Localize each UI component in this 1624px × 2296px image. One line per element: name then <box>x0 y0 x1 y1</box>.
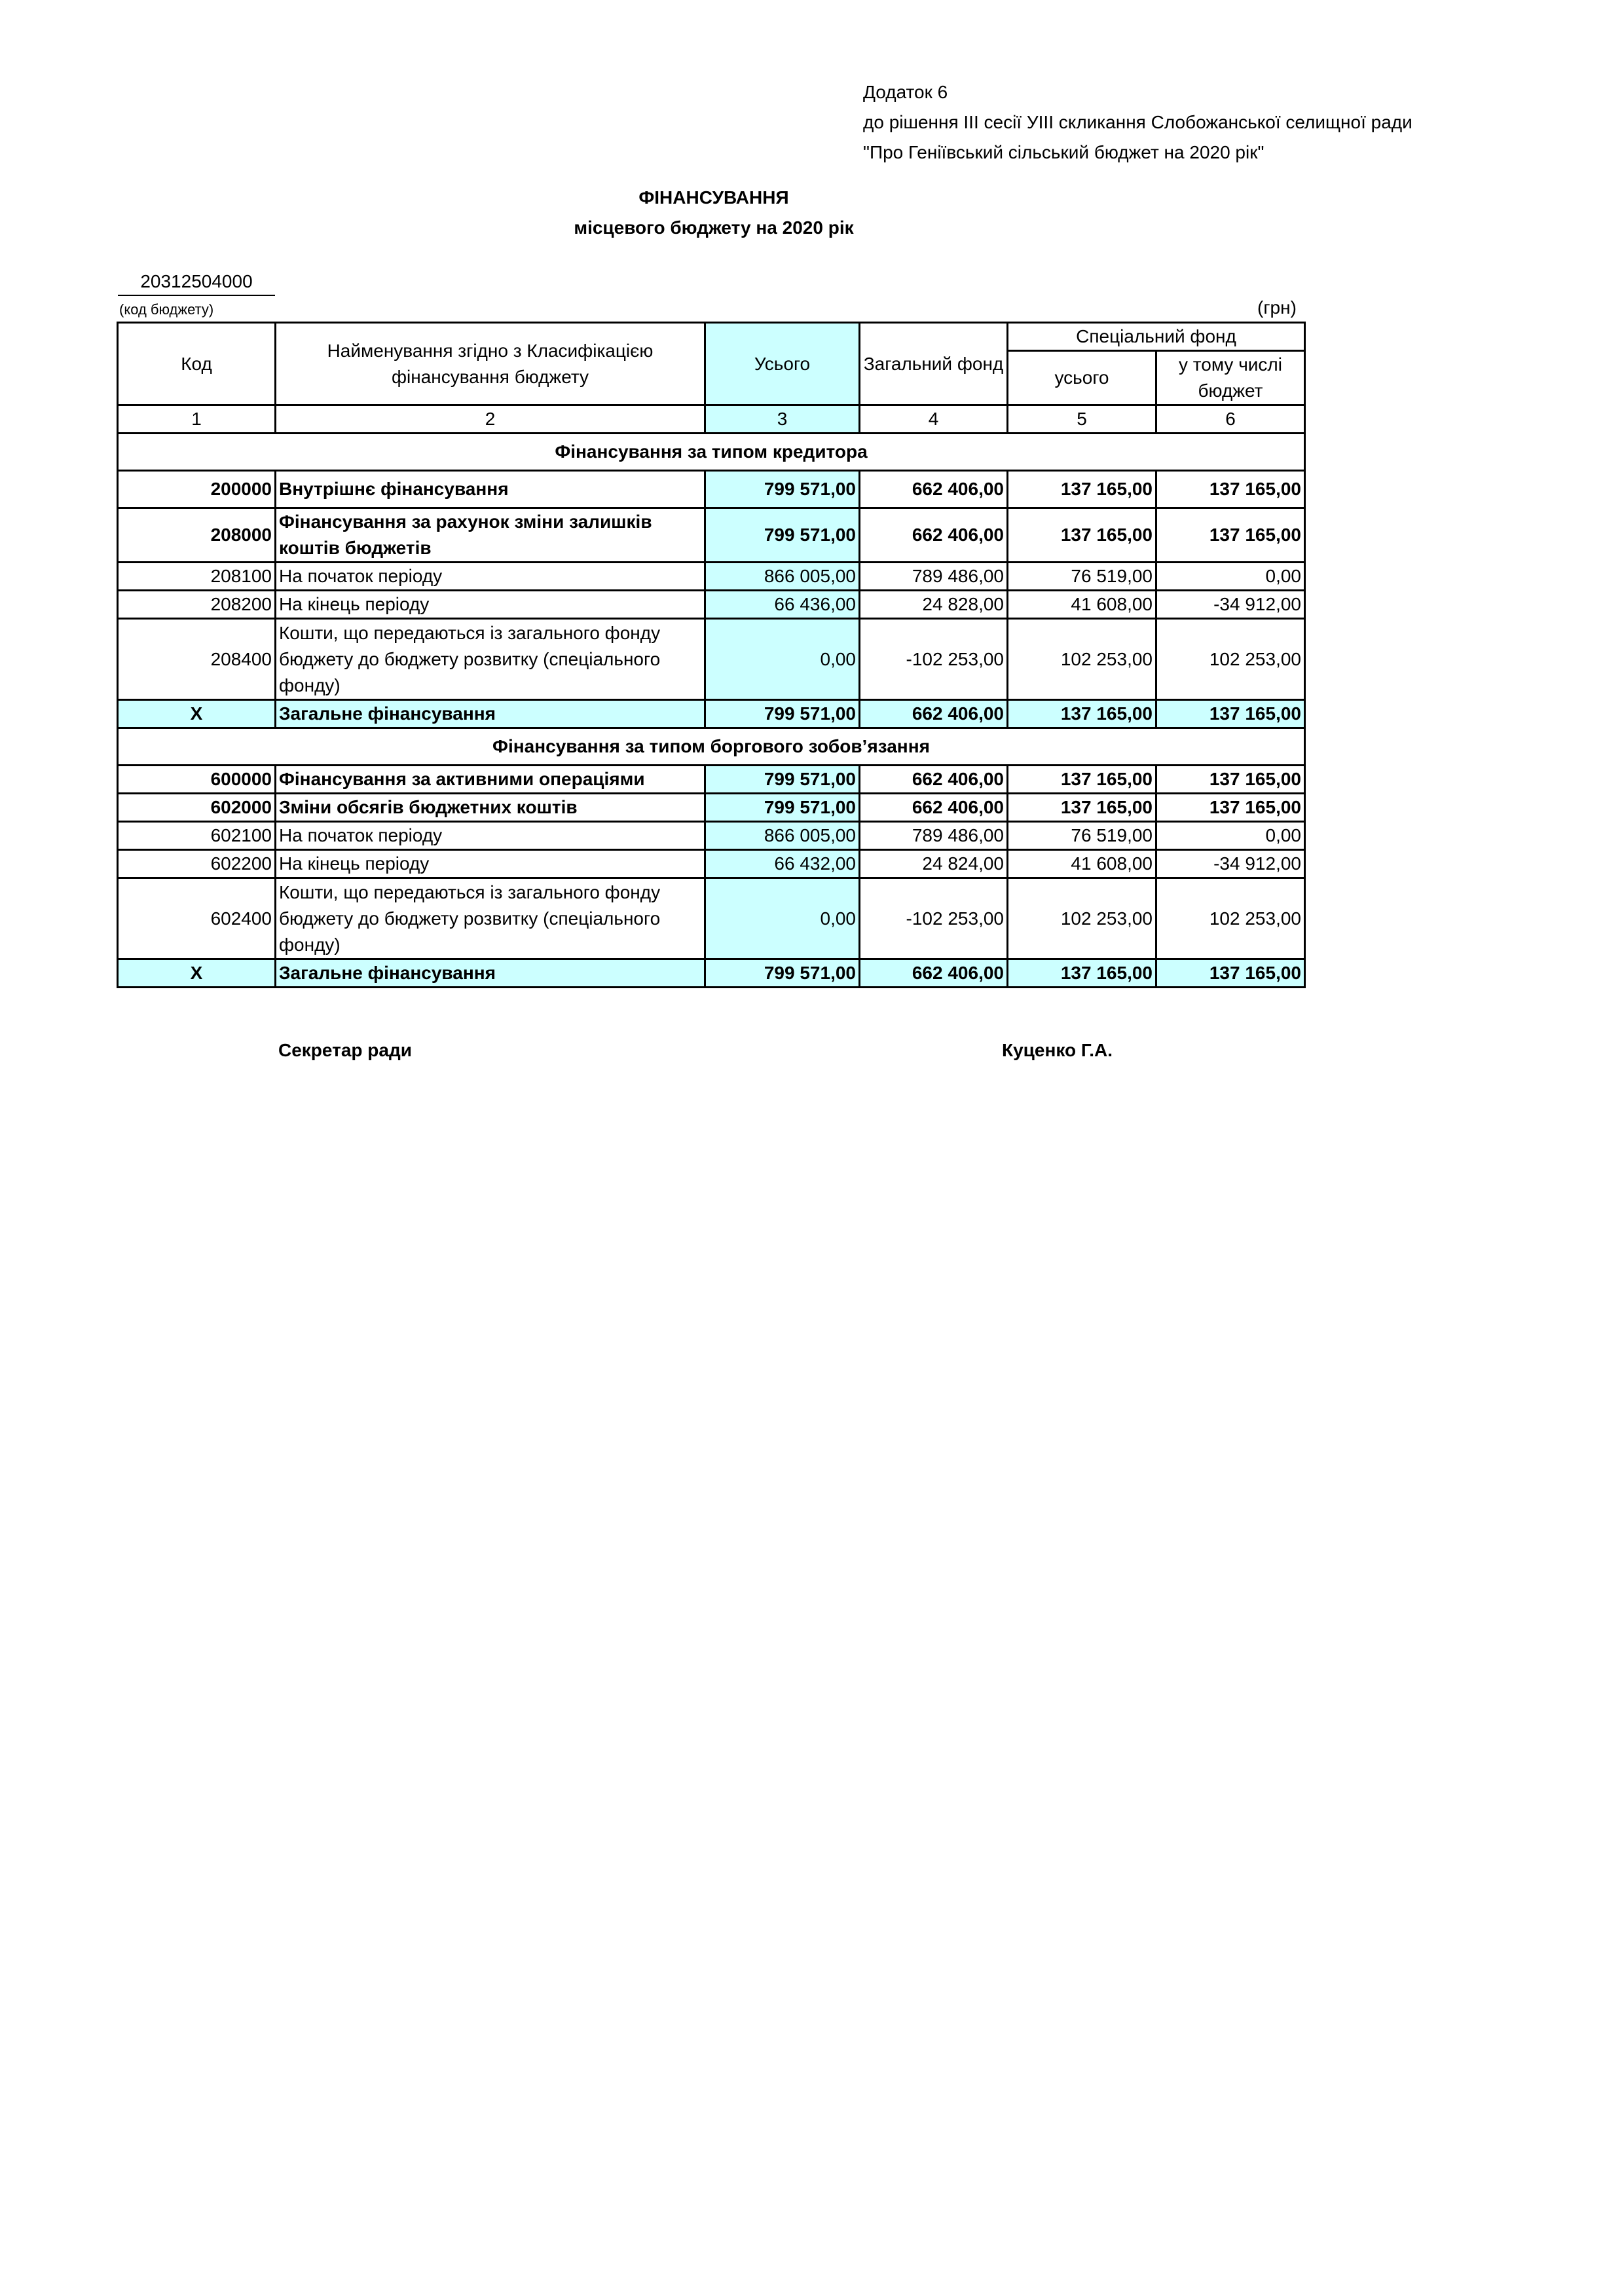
col-header-special-incl: у тому числі бюджет <box>1156 351 1305 405</box>
row-special-incl: 137 165,00 <box>1156 471 1305 508</box>
row-general: 662 406,00 <box>860 959 1008 988</box>
row-name: Внутрішнє фінансування <box>276 471 705 508</box>
row-name: Фінансування за активними операціями <box>276 766 705 794</box>
currency-unit: (грн) <box>1257 297 1297 318</box>
row-code: 602100 <box>118 822 276 850</box>
row-special-incl: -34 912,00 <box>1156 850 1305 878</box>
row-general: 24 828,00 <box>860 591 1008 619</box>
document-title: ФІНАНСУВАННЯ <box>638 187 789 208</box>
row-code: 602200 <box>118 850 276 878</box>
row-general: 662 406,00 <box>860 794 1008 822</box>
row-total: 866 005,00 <box>705 822 860 850</box>
row-general: 662 406,00 <box>860 700 1008 728</box>
row-special-incl: 102 253,00 <box>1156 878 1305 959</box>
row-special-total: 137 165,00 <box>1008 959 1156 988</box>
table-row <box>118 508 1305 563</box>
row-code: X <box>118 700 276 728</box>
table-row <box>118 850 1305 878</box>
row-general: 662 406,00 <box>860 471 1008 508</box>
row-general: 24 824,00 <box>860 850 1008 878</box>
col-header-special: Спеціальний фонд <box>1008 323 1305 351</box>
section-title: Фінансування за типом кредитора <box>118 434 1305 471</box>
row-code: 208200 <box>118 591 276 619</box>
row-special-incl: 137 165,00 <box>1156 794 1305 822</box>
table-row <box>118 822 1305 850</box>
col-header-special-total: усього <box>1008 351 1156 405</box>
header-row-1 <box>118 323 1305 351</box>
row-code: 208400 <box>118 619 276 700</box>
row-total: 0,00 <box>705 878 860 959</box>
section-title-row <box>118 434 1305 471</box>
row-special-incl: 102 253,00 <box>1156 619 1305 700</box>
row-name: На кінець періоду <box>276 850 705 878</box>
row-code: 600000 <box>118 766 276 794</box>
row-special-total: 102 253,00 <box>1008 878 1156 959</box>
financing-table <box>117 322 1306 988</box>
column-numbers-row <box>118 405 1305 434</box>
table-row <box>118 794 1305 822</box>
total-row <box>118 700 1305 728</box>
row-special-total: 41 608,00 <box>1008 591 1156 619</box>
row-special-incl: 0,00 <box>1156 822 1305 850</box>
annex-line-1: Додаток 6 <box>863 82 948 102</box>
row-name: Загальне фінансування <box>276 700 705 728</box>
row-name: На початок періоду <box>276 563 705 591</box>
col-header-total: Усього <box>705 323 860 405</box>
row-general: 789 486,00 <box>860 563 1008 591</box>
row-name: На кінець періоду <box>276 591 705 619</box>
col-number: 6 <box>1156 405 1305 434</box>
row-code: 200000 <box>118 471 276 508</box>
row-total: 799 571,00 <box>705 794 860 822</box>
row-special-incl: 0,00 <box>1156 563 1305 591</box>
document-subtitle: місцевого бюджету на 2020 рік <box>574 217 854 238</box>
section-title: Фінансування за типом боргового зобов’язання <box>118 728 1305 766</box>
row-total: 866 005,00 <box>705 563 860 591</box>
row-total: 799 571,00 <box>705 766 860 794</box>
row-name: Зміни обсягів бюджетних коштів <box>276 794 705 822</box>
row-special-total: 137 165,00 <box>1008 508 1156 563</box>
table-row <box>118 591 1305 619</box>
row-general: -102 253,00 <box>860 619 1008 700</box>
row-general: 662 406,00 <box>860 766 1008 794</box>
row-code: 602000 <box>118 794 276 822</box>
col-header-code: Код <box>118 323 276 405</box>
row-special-total: 137 165,00 <box>1008 766 1156 794</box>
col-number: 1 <box>118 405 276 434</box>
table-row <box>118 766 1305 794</box>
row-code: 208000 <box>118 508 276 563</box>
budget-code: 20312504000 <box>118 268 275 296</box>
row-code: 208100 <box>118 563 276 591</box>
col-header-general: Загальний фонд <box>860 323 1008 405</box>
signature-position: Секретар ради <box>278 1040 412 1060</box>
col-header-name: Найменування згідно з Класифікацією фінансування бюджету <box>276 323 705 405</box>
row-code: 602400 <box>118 878 276 959</box>
row-special-total: 102 253,00 <box>1008 619 1156 700</box>
row-special-incl: 137 165,00 <box>1156 766 1305 794</box>
table-row <box>118 878 1305 959</box>
signature-name: Куценко Г.А. <box>1002 1040 1113 1060</box>
total-row <box>118 959 1305 988</box>
row-special-incl: 137 165,00 <box>1156 959 1305 988</box>
row-total: 66 432,00 <box>705 850 860 878</box>
col-number: 5 <box>1008 405 1156 434</box>
row-total: 66 436,00 <box>705 591 860 619</box>
table-row <box>118 563 1305 591</box>
row-special-incl: -34 912,00 <box>1156 591 1305 619</box>
col-number: 2 <box>276 405 705 434</box>
row-total: 799 571,00 <box>705 508 860 563</box>
row-special-total: 137 165,00 <box>1008 471 1156 508</box>
row-name: На початок періоду <box>276 822 705 850</box>
col-number: 3 <box>705 405 860 434</box>
row-special-total: 76 519,00 <box>1008 563 1156 591</box>
row-special-incl: 137 165,00 <box>1156 700 1305 728</box>
annex-line-2: до рішення ІІІ сесії УІІІ скликання Слобожанської селищної ради <box>863 112 1412 132</box>
budget-code-caption: (код бюджету) <box>119 301 214 318</box>
row-total: 0,00 <box>705 619 860 700</box>
row-general: 662 406,00 <box>860 508 1008 563</box>
row-name: Кошти, що передаються із загального фонду бюджету до бюджету розвитку (спеціального фонду) <box>276 619 705 700</box>
table-row <box>118 619 1305 700</box>
row-general: -102 253,00 <box>860 878 1008 959</box>
row-name: Фінансування за рахунок зміни залишків коштів бюджетів <box>276 508 705 563</box>
row-special-total: 137 165,00 <box>1008 794 1156 822</box>
annex-line-3: "Про Геніївський сільський бюджет на 2020 рік" <box>863 142 1264 162</box>
row-special-total: 137 165,00 <box>1008 700 1156 728</box>
annex-note <box>863 77 1412 168</box>
row-code: X <box>118 959 276 988</box>
table-row <box>118 471 1305 508</box>
row-total: 799 571,00 <box>705 471 860 508</box>
section-title-row <box>118 728 1305 766</box>
row-special-total: 41 608,00 <box>1008 850 1156 878</box>
row-special-total: 76 519,00 <box>1008 822 1156 850</box>
row-general: 789 486,00 <box>860 822 1008 850</box>
row-name: Кошти, що передаються із загального фонду бюджету до бюджету розвитку (спеціального фонду) <box>276 878 705 959</box>
row-total: 799 571,00 <box>705 959 860 988</box>
row-special-incl: 137 165,00 <box>1156 508 1305 563</box>
col-number: 4 <box>860 405 1008 434</box>
row-total: 799 571,00 <box>705 700 860 728</box>
row-name: Загальне фінансування <box>276 959 705 988</box>
